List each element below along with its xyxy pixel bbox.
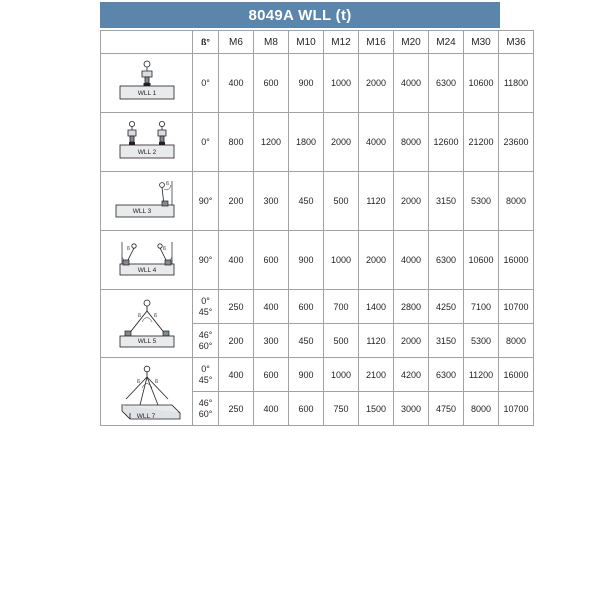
diagram-cell-wll2: [101, 113, 193, 172]
angle-line-2: 45°: [198, 306, 213, 317]
header-m16: M16: [359, 31, 394, 54]
angle-cell: [193, 392, 219, 426]
value-cell: 450: [289, 172, 324, 231]
table-row: [101, 113, 534, 172]
value-cell: 10600: [464, 54, 499, 113]
value-cell: 600: [254, 231, 289, 290]
value-cell: 750: [324, 392, 359, 426]
table-row: [101, 290, 534, 324]
value-cell: 2000: [359, 54, 394, 113]
value-cell: 2100: [359, 358, 394, 392]
wll1-label: WLL 1: [137, 90, 156, 97]
page-title: 8049A WLL (t): [100, 2, 500, 28]
angle-cell: 0°: [193, 113, 219, 172]
wll1-diagram-icon: [102, 57, 192, 109]
value-cell: 5300: [464, 172, 499, 231]
angle-line-2: 60°: [198, 408, 213, 419]
header-m24: M24: [429, 31, 464, 54]
value-cell: 600: [254, 54, 289, 113]
value-cell: 10600: [464, 231, 499, 290]
value-cell: 2000: [359, 231, 394, 290]
wll2-label: WLL 2: [137, 149, 156, 156]
value-cell: 4000: [394, 231, 429, 290]
value-cell: 21200: [464, 113, 499, 172]
value-cell: 6300: [429, 54, 464, 113]
diagram-cell-wll1: [101, 54, 193, 113]
value-cell: 400: [254, 290, 289, 324]
value-cell: 16000: [499, 231, 534, 290]
value-cell: 600: [254, 358, 289, 392]
angle-line-1: 0°: [201, 363, 210, 374]
angle-line-1: 46°: [198, 397, 213, 408]
value-cell: 23600: [499, 113, 534, 172]
value-cell: 1800: [289, 113, 324, 172]
diagram-cell-wll4: [101, 231, 193, 290]
header-m12: M12: [324, 31, 359, 54]
svg-text:ß: ß: [126, 246, 130, 252]
diagram-cell-wll7: [101, 358, 193, 426]
value-cell: 10700: [499, 290, 534, 324]
value-cell: 4750: [429, 392, 464, 426]
header-m20: M20: [394, 31, 429, 54]
value-cell: 3000: [394, 392, 429, 426]
value-cell: 200: [219, 172, 254, 231]
angle-line-1: 0°: [201, 295, 210, 306]
value-cell: 1120: [359, 324, 394, 358]
value-cell: 500: [324, 324, 359, 358]
angle-line-1: 46°: [198, 329, 213, 340]
value-cell: 8000: [464, 392, 499, 426]
value-cell: 250: [219, 290, 254, 324]
svg-text:ß: ß: [136, 378, 140, 385]
value-cell: 6300: [429, 358, 464, 392]
wll3-diagram-icon: [102, 175, 192, 227]
value-cell: 300: [254, 324, 289, 358]
value-cell: 1400: [359, 290, 394, 324]
value-cell: 600: [289, 392, 324, 426]
value-cell: 7100: [464, 290, 499, 324]
angle-cell: [193, 358, 219, 392]
wll2-diagram-icon: [102, 116, 192, 168]
table-body: [101, 54, 534, 426]
value-cell: 300: [254, 172, 289, 231]
value-cell: 1200: [254, 113, 289, 172]
angle-cell: 90°: [193, 172, 219, 231]
header-m36: M36: [499, 31, 534, 54]
svg-text:ß: ß: [137, 312, 141, 319]
value-cell: 400: [219, 358, 254, 392]
header-diagram: [101, 31, 193, 54]
diagram-cell-wll5: [101, 290, 193, 358]
wll3-label: WLL 3: [132, 208, 151, 215]
value-cell: 4250: [429, 290, 464, 324]
value-cell: 450: [289, 324, 324, 358]
value-cell: 16000: [499, 358, 534, 392]
value-cell: 3150: [429, 172, 464, 231]
value-cell: 11200: [464, 358, 499, 392]
value-cell: 900: [289, 231, 324, 290]
value-cell: 3150: [429, 324, 464, 358]
value-cell: 2000: [394, 324, 429, 358]
value-cell: 600: [289, 290, 324, 324]
svg-text:ß: ß: [165, 181, 169, 187]
header-m6: M6: [219, 31, 254, 54]
value-cell: 6300: [429, 231, 464, 290]
angle-cell: 90°: [193, 231, 219, 290]
value-cell: 2000: [394, 172, 429, 231]
angle-cell: [193, 290, 219, 324]
wll5-label: WLL 5: [137, 337, 156, 345]
value-cell: 900: [289, 54, 324, 113]
header-angle: ß°: [193, 31, 219, 54]
table-row: [101, 358, 534, 392]
value-cell: 1000: [324, 54, 359, 113]
value-cell: 200: [219, 324, 254, 358]
value-cell: 4000: [394, 54, 429, 113]
table-header: [101, 31, 534, 54]
wll4-diagram-icon: [102, 234, 192, 286]
value-cell: 1120: [359, 172, 394, 231]
wll7-label: WLL 7: [136, 412, 155, 420]
value-cell: 8000: [499, 324, 534, 358]
value-cell: 2000: [324, 113, 359, 172]
table-header-row: [101, 31, 534, 54]
value-cell: 800: [219, 113, 254, 172]
header-m30: M30: [464, 31, 499, 54]
diagram-cell-wll3: [101, 172, 193, 231]
angle-line-2: 60°: [198, 340, 213, 351]
value-cell: 10700: [499, 392, 534, 426]
header-m10: M10: [289, 31, 324, 54]
value-cell: 11800: [499, 54, 534, 113]
value-cell: 8000: [499, 172, 534, 231]
angle-cell: [193, 324, 219, 358]
value-cell: 400: [254, 392, 289, 426]
angle-cell: 0°: [193, 54, 219, 113]
wll7-diagram-icon: [102, 361, 192, 423]
header-m8: M8: [254, 31, 289, 54]
value-cell: 4000: [359, 113, 394, 172]
table-row: [101, 231, 534, 290]
value-cell: 1500: [359, 392, 394, 426]
wll5-diagram-icon: [102, 293, 192, 355]
value-cell: 250: [219, 392, 254, 426]
value-cell: 2800: [394, 290, 429, 324]
table-row: [101, 54, 534, 113]
wll4-label: WLL 4: [137, 267, 156, 274]
value-cell: 400: [219, 54, 254, 113]
value-cell: 4200: [394, 358, 429, 392]
value-cell: 1000: [324, 358, 359, 392]
svg-text:ß: ß: [162, 246, 166, 252]
value-cell: 12600: [429, 113, 464, 172]
value-cell: 400: [219, 231, 254, 290]
value-cell: 900: [289, 358, 324, 392]
svg-text:ß: ß: [153, 312, 157, 319]
value-cell: 700: [324, 290, 359, 324]
wll-table: [100, 30, 534, 426]
angle-line-2: 45°: [198, 374, 213, 385]
svg-text:ß: ß: [154, 378, 158, 385]
value-cell: 8000: [394, 113, 429, 172]
value-cell: 5300: [464, 324, 499, 358]
table-row: [101, 172, 534, 231]
value-cell: 1000: [324, 231, 359, 290]
value-cell: 500: [324, 172, 359, 231]
